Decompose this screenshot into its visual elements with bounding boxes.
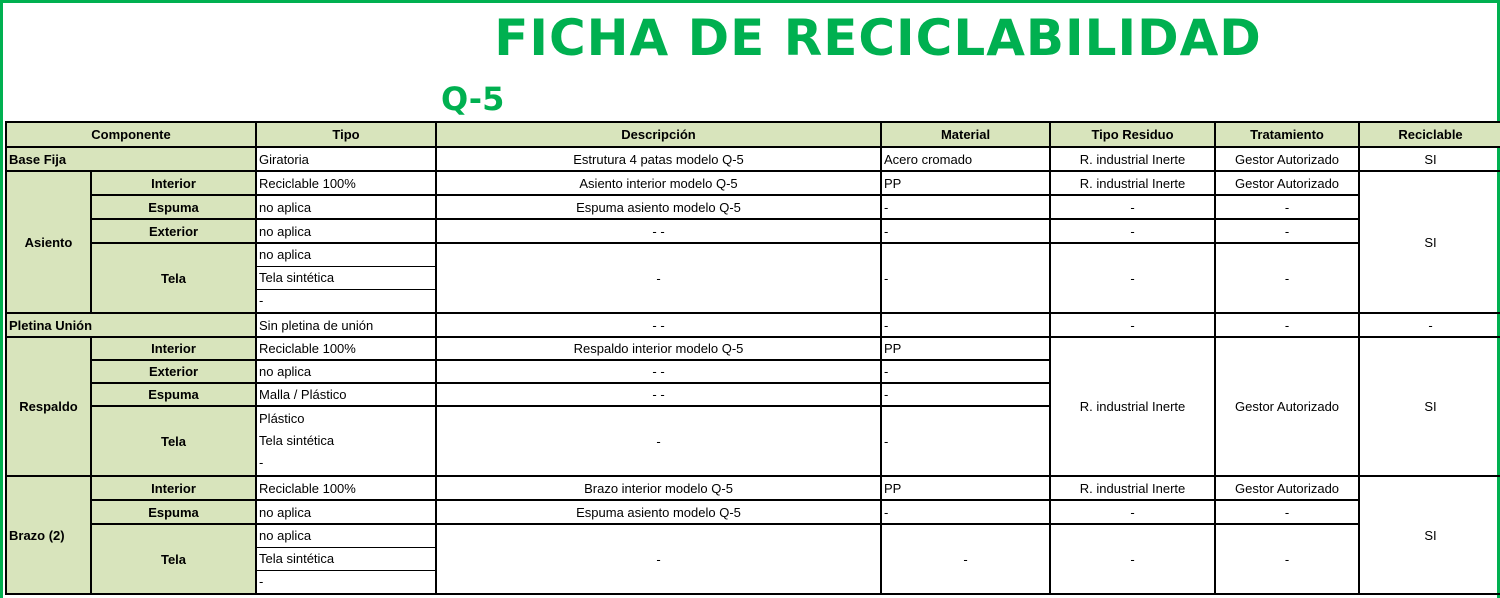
cell-residuo: R. industrial Inerte	[1050, 147, 1215, 171]
component-brazo: Brazo (2)	[6, 476, 91, 594]
cell-residuo: -	[1050, 243, 1215, 313]
cell-tratamiento: -	[1215, 313, 1359, 337]
cell-descripcion: Espuma asiento modelo Q-5	[436, 195, 881, 219]
table-row	[6, 243, 1500, 313]
page-title: FICHA DE RECICLABILIDAD	[494, 9, 1262, 67]
sub-exterior: Exterior	[91, 360, 256, 383]
component-asiento: Asiento	[6, 171, 91, 313]
cell-tratamiento: Gestor Autorizado	[1215, 171, 1359, 195]
cell-descripcion: Asiento interior modelo Q-5	[436, 171, 881, 195]
cell-tipo: no aplica	[256, 195, 436, 219]
tipo-line: Tela sintética	[259, 433, 335, 448]
cell-material: -	[881, 383, 1050, 406]
cell-tipo: Reciclable 100%	[256, 476, 436, 500]
cell-tratamiento: -	[1215, 243, 1359, 313]
cell-material: -	[881, 500, 1050, 524]
cell-tipo-list	[256, 243, 436, 313]
cell-descripcion: Brazo interior modelo Q-5	[436, 476, 881, 500]
component-base-fija: Base Fija	[6, 147, 256, 171]
component-pletina: Pletina Unión	[6, 313, 256, 337]
cell-reciclable: -	[1359, 313, 1500, 337]
table-row	[6, 147, 1500, 171]
cell-material: -	[881, 243, 1050, 313]
cell-material: Acero cromado	[881, 147, 1050, 171]
cell-tipo-list	[256, 406, 436, 476]
cell-tipo: Reciclable 100%	[256, 337, 436, 360]
cell-tipo: Giratoria	[256, 147, 436, 171]
tipo-line: Tela sintética	[257, 266, 435, 289]
cell-residuo: -	[1050, 313, 1215, 337]
sub-tela: Tela	[91, 243, 256, 313]
sub-exterior: Exterior	[91, 219, 256, 243]
table-row	[6, 313, 1500, 337]
tipo-line: -	[257, 289, 435, 312]
cell-tipo: Malla / Plástico	[256, 383, 436, 406]
cell-tratamiento: -	[1215, 195, 1359, 219]
cell-descripcion: -	[436, 243, 881, 313]
cell-descripcion: Estrutura 4 patas modelo Q-5	[436, 147, 881, 171]
cell-tratamiento: Gestor Autorizado	[1215, 147, 1359, 171]
cell-residuo: -	[1050, 500, 1215, 524]
recyclability-table	[5, 121, 1500, 595]
component-respaldo: Respaldo	[6, 337, 91, 476]
cell-tipo: no aplica	[256, 219, 436, 243]
tipo-line: no aplica	[259, 528, 312, 543]
header-material: Material	[881, 122, 1050, 147]
cell-material: PP	[881, 337, 1050, 360]
cell-material: -	[881, 524, 1050, 594]
sub-interior: Interior	[91, 476, 256, 500]
table-row	[6, 219, 1500, 243]
cell-descripcion: -	[436, 524, 881, 594]
table-row	[6, 524, 1500, 594]
sub-interior: Interior	[91, 171, 256, 195]
cell-residuo: -	[1050, 219, 1215, 243]
cell-descripcion: -	[436, 406, 881, 476]
header-row	[6, 122, 1500, 147]
model-code: Q-5	[441, 80, 505, 118]
cell-material: PP	[881, 476, 1050, 500]
cell-descripcion: - -	[436, 313, 881, 337]
cell-material: -	[881, 313, 1050, 337]
header-componente: Componente	[6, 122, 256, 147]
sub-tela: Tela	[91, 406, 256, 476]
cell-material: PP	[881, 171, 1050, 195]
cell-residuo: R. industrial Inerte	[1050, 476, 1215, 500]
cell-descripcion: Espuma asiento modelo Q-5	[436, 500, 881, 524]
table-row	[6, 337, 1500, 360]
tipo-line: no aplica	[259, 247, 312, 262]
cell-material: -	[881, 406, 1050, 476]
cell-tratamiento: -	[1215, 500, 1359, 524]
table-row	[6, 476, 1500, 500]
cell-tipo: no aplica	[256, 500, 436, 524]
header-reciclable: Reciclable	[1359, 122, 1500, 147]
sub-espuma: Espuma	[91, 383, 256, 406]
sub-tela: Tela	[91, 524, 256, 594]
cell-tipo: no aplica	[256, 360, 436, 383]
cell-descripcion: Respaldo interior modelo Q-5	[436, 337, 881, 360]
sub-interior: Interior	[91, 337, 256, 360]
table-row	[6, 195, 1500, 219]
tipo-line: Tela sintética	[257, 547, 435, 570]
sub-espuma: Espuma	[91, 500, 256, 524]
cell-material: -	[881, 219, 1050, 243]
cell-tipo: Sin pletina de unión	[256, 313, 436, 337]
cell-residuo: R. industrial Inerte	[1050, 337, 1215, 476]
header-descripcion: Descripción	[436, 122, 881, 147]
header-tipo: Tipo	[256, 122, 436, 147]
sub-espuma: Espuma	[91, 195, 256, 219]
cell-tipo-list	[256, 524, 436, 594]
cell-reciclable: SI	[1359, 171, 1500, 313]
cell-tratamiento: Gestor Autorizado	[1215, 337, 1359, 476]
tipo-line: -	[257, 570, 435, 593]
header-tipo-residuo: Tipo Residuo	[1050, 122, 1215, 147]
cell-reciclable: SI	[1359, 476, 1500, 594]
table-row	[6, 500, 1500, 524]
cell-descripcion: - -	[436, 360, 881, 383]
cell-material: -	[881, 360, 1050, 383]
cell-tipo: Reciclable 100%	[256, 171, 436, 195]
cell-reciclable: SI	[1359, 147, 1500, 171]
cell-descripcion: - -	[436, 383, 881, 406]
cell-residuo: -	[1050, 524, 1215, 594]
cell-tratamiento: Gestor Autorizado	[1215, 476, 1359, 500]
tipo-line: -	[259, 455, 264, 470]
cell-residuo: -	[1050, 195, 1215, 219]
cell-descripcion: - -	[436, 219, 881, 243]
tipo-line: Plástico	[259, 411, 305, 426]
cell-reciclable: SI	[1359, 337, 1500, 476]
header-tratamiento: Tratamiento	[1215, 122, 1359, 147]
cell-residuo: R. industrial Inerte	[1050, 171, 1215, 195]
cell-tratamiento: -	[1215, 219, 1359, 243]
cell-tratamiento: -	[1215, 524, 1359, 594]
cell-material: -	[881, 195, 1050, 219]
table-row	[6, 171, 1500, 195]
